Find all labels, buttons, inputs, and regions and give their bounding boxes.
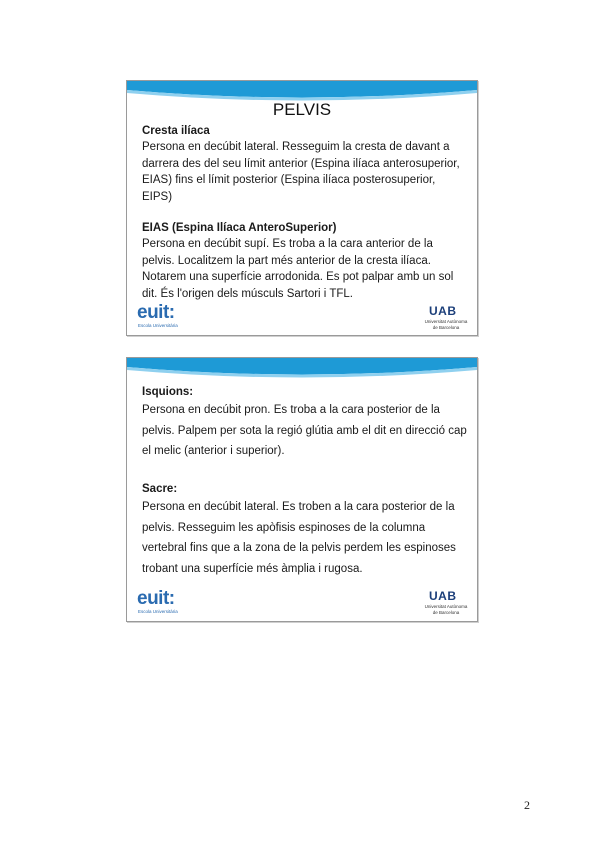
euit-logo: euit: — [137, 588, 175, 609]
section-heading: Cresta ilíaca — [142, 125, 210, 137]
section-isquions — [142, 386, 467, 462]
section-text: Persona en decúbit lateral. Es troben a la cara posterior de la pelvis. Resseguim les apòfisis espinoses de la columna vertebral fins que a la zona de la pelvis perdem les espinoses trobant una superfície més àmplia i rugosa. — [142, 501, 456, 575]
uab-logo: UAB — [429, 589, 457, 603]
euit-logo: euit: — [137, 302, 175, 323]
slide-pelvis — [126, 80, 478, 336]
uab-logo: UAB — [429, 304, 457, 318]
header-wave — [127, 358, 477, 380]
section-heading: Isquions: — [142, 386, 194, 398]
section-heading: EIAS (Espina Ilíaca AnteroSuperior) — [142, 222, 337, 234]
section-text: Persona en decúbit lateral. Resseguim la cresta de davant a darrera des del seu límit anterior (Espina ilíaca anterosuperior, EIAS) fins el límit posterior (Espina ilíaca posterosuperior, EIPS) — [142, 141, 460, 203]
page-number: 2 — [524, 798, 530, 812]
uab-logo-subtitle: Universitat Autònoma de Barcelona — [424, 604, 468, 615]
section-text: Persona en decúbit supí. Es troba a la cara anterior de la pelvis. Localitzem la part més anterior de la cresta ilíaca. Notarem una superfície arrodonida. Es pot palpar amb un sol dit. És l'origen dels músculs Sartori i TFL. — [142, 238, 454, 300]
euit-logo-subtitle: Escola Universitària — [138, 609, 178, 614]
section-sacre — [142, 483, 467, 579]
euit-logo-subtitle: Escola Universitària — [138, 323, 178, 328]
slide-isquions-sacre — [126, 357, 478, 622]
uab-logo-subtitle: Universitat Autònoma de Barcelona — [424, 319, 468, 330]
section-heading: Sacre: — [142, 483, 178, 495]
section-cresta-iliaca — [142, 125, 467, 205]
section-text: Persona en decúbit pron. Es troba a la cara posterior de la pelvis. Palpem per sota la regió glútia amb el dit en direcció cap el melic (anterior i superior). — [142, 404, 467, 457]
section-eias — [142, 222, 467, 302]
slide-title: PELVIS — [272, 100, 332, 119]
